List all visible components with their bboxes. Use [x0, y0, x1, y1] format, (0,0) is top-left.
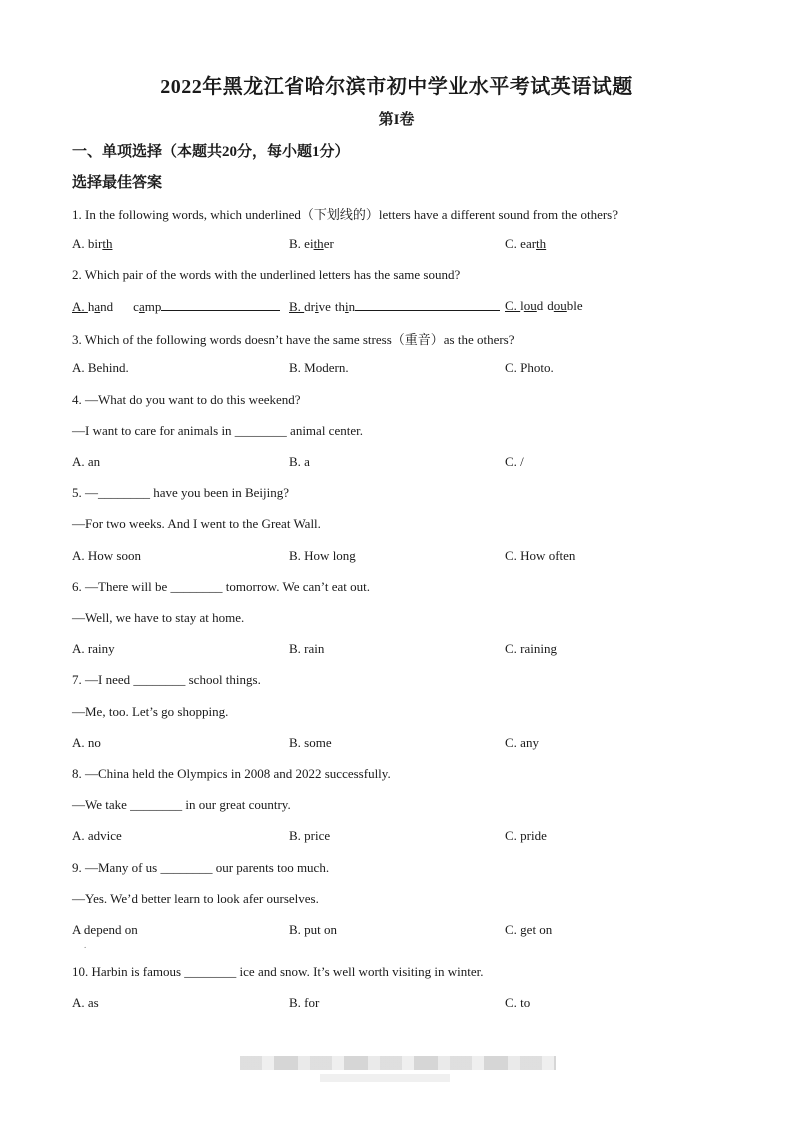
question-3-option-b: B. Modern. — [289, 360, 349, 375]
question-4-option-a: A. an — [72, 454, 101, 469]
question-4-option-c: C. / — [505, 454, 524, 469]
question-1-option-a: A. birth — [72, 236, 113, 251]
blurred-footer-watermark-line — [320, 1074, 450, 1082]
question-5-option-a: A. How soon — [72, 548, 141, 563]
question-10-option-b: B. for — [289, 995, 320, 1010]
question-2-option-a: A. hand camp — [72, 298, 280, 315]
question-4-line-1: 4. —What do you want to do this weekend? — [72, 392, 301, 407]
question-6-option-c: C. raining — [505, 641, 557, 656]
question-7-line-2: —Me, too. Let’s go shopping. — [72, 704, 229, 719]
question-4-option-b: B. a — [289, 454, 310, 469]
question-6-option-a: A. rainy — [72, 641, 115, 656]
question-8-option-b: B. price — [289, 828, 331, 843]
question-6-line-1: 6. —There will be ________ tomorrow. We can’t eat out. — [72, 579, 371, 594]
question-5-option-b: B. How long — [289, 548, 356, 563]
question-9-option-c: C. get on — [505, 922, 553, 937]
question-2-option-b: B. drive thin — [289, 298, 500, 315]
question-8-option-a: A. advice — [72, 828, 122, 843]
question-2-stem: 2. Which pair of the words with the underlined letters has the same sound? — [72, 267, 461, 282]
question-9-line-1: 9. —Many of us ________ our parents too much. — [72, 860, 330, 875]
question-7-line-1: 7. —I need ________ school things. — [72, 672, 261, 687]
blurred-footer-watermark — [240, 1056, 556, 1070]
question-2-option-c: C. loud double — [505, 298, 583, 313]
question-5-line-2: —For two weeks. And I went to the Great Wall. — [72, 516, 321, 531]
question-1-stem: 1. In the following words, which underlined（下划线的）letters have a different sound from the others? — [72, 207, 618, 222]
question-10-option-a: A. as — [72, 995, 99, 1010]
question-6-option-b: B. rain — [289, 641, 325, 656]
question-9-line-2: —Yes. We’d better learn to look afer ourselves. — [72, 891, 319, 906]
question-9-dot: . — [84, 940, 87, 950]
question-5-line-1: 5. —________ have you been in Beijing? — [72, 485, 289, 500]
question-4-line-2: —I want to care for animals in ________ animal center. — [72, 423, 363, 438]
question-3-option-c: C. Photo. — [505, 360, 554, 375]
question-3-stem: 3. Which of the following words doesn’t have the same stress（重音）as the others? — [72, 332, 515, 347]
question-10-line-1: 10. Harbin is famous ________ ice and snow. It’s well worth visiting in winter. — [72, 964, 484, 979]
question-9-option-a: A depend on — [72, 922, 138, 937]
question-7-option-b: B. some — [289, 735, 332, 750]
question-7-option-a: A. no — [72, 735, 101, 750]
question-8-line-1: 8. —China held the Olympics in 2008 and 2022 successfully. — [72, 766, 391, 781]
question-1-option-b: B. either — [289, 236, 334, 251]
section-instruction: 选择最佳答案 — [72, 175, 163, 191]
question-8-option-c: C. pride — [505, 828, 547, 843]
question-8-line-2: —We take ________ in our great country. — [72, 797, 291, 812]
question-1-option-c: C. earth — [505, 236, 547, 251]
volume-label: 第I卷 — [378, 112, 415, 128]
question-9-option-b: B. put on — [289, 922, 338, 937]
page-title: 2022年黑龙江省哈尔滨市初中学业水平考试英语试题 — [160, 76, 633, 98]
question-3-option-a: A. Behind. — [72, 360, 129, 375]
question-5-option-c: C. How often — [505, 548, 576, 563]
question-7-option-c: C. any — [505, 735, 539, 750]
section-heading: 一、单项选择（本题共20分，每小题1分） — [72, 144, 350, 160]
question-6-line-2: —Well, we have to stay at home. — [72, 610, 245, 625]
question-10-option-c: C. to — [505, 995, 531, 1010]
